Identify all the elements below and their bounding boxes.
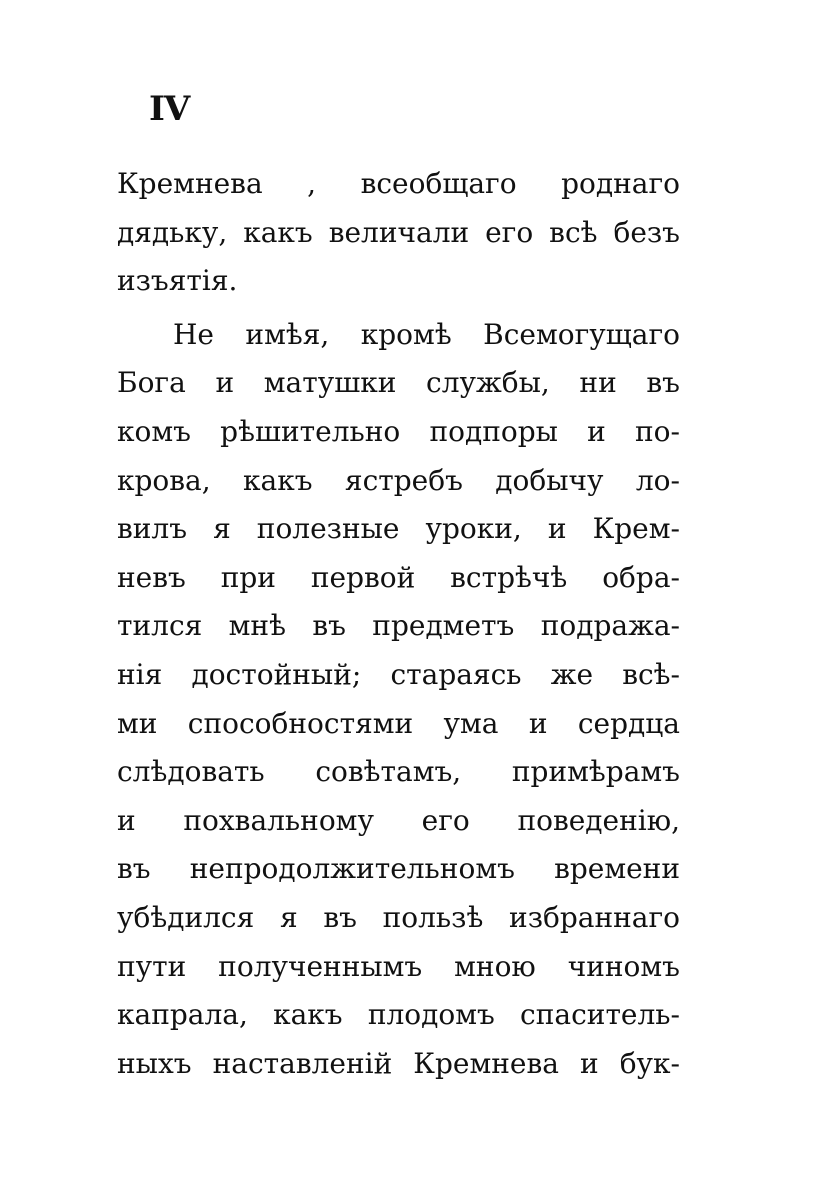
text-line: вилъ я полезные уроки, и Крем- (117, 512, 680, 546)
text-line: невъ при первой встрѣчѣ обра- (117, 560, 680, 594)
text-line: ми способностями ума и сердца (117, 706, 680, 740)
text-line: слѣдовать совѣтамъ, примѣрамъ (117, 755, 680, 789)
text-line: тился мнѣ въ предметъ подража- (117, 609, 680, 643)
text-line: Не имѣя, кромѣ Всемогущаго (173, 317, 680, 351)
text-line: комъ рѣшительно подпоры и по- (117, 414, 680, 448)
text-line: убѣдился я въ пользѣ избраннаго (117, 900, 680, 934)
page-number: IV (149, 89, 190, 129)
text-line: крова, какъ ястребъ добычу ло- (117, 463, 680, 497)
text-line: въ непродолжительномъ времени (117, 852, 680, 886)
text-line: Бога и матушки службы, ни въ (117, 366, 680, 400)
text-line: нія достойный; стараясь же всѣ- (117, 657, 680, 691)
text-line: и похвальному его поведенію, (117, 803, 680, 837)
body-text (117, 160, 680, 1088)
text-line: капрала, какъ плодомъ спаситель- (117, 998, 680, 1032)
paragraph-2 (117, 311, 680, 1089)
text-line: пути полученнымъ мною чиномъ (117, 949, 680, 983)
text-line: ныхъ наставленій Кремнева и бук- (117, 1046, 680, 1080)
text-line: дядьку, какъ величали его всѣ безъ (117, 215, 680, 249)
paragraph-1 (117, 160, 680, 306)
text-line: изъятія. (117, 264, 238, 298)
text-line: Кремнева , всеобщаго роднаго (117, 167, 680, 200)
